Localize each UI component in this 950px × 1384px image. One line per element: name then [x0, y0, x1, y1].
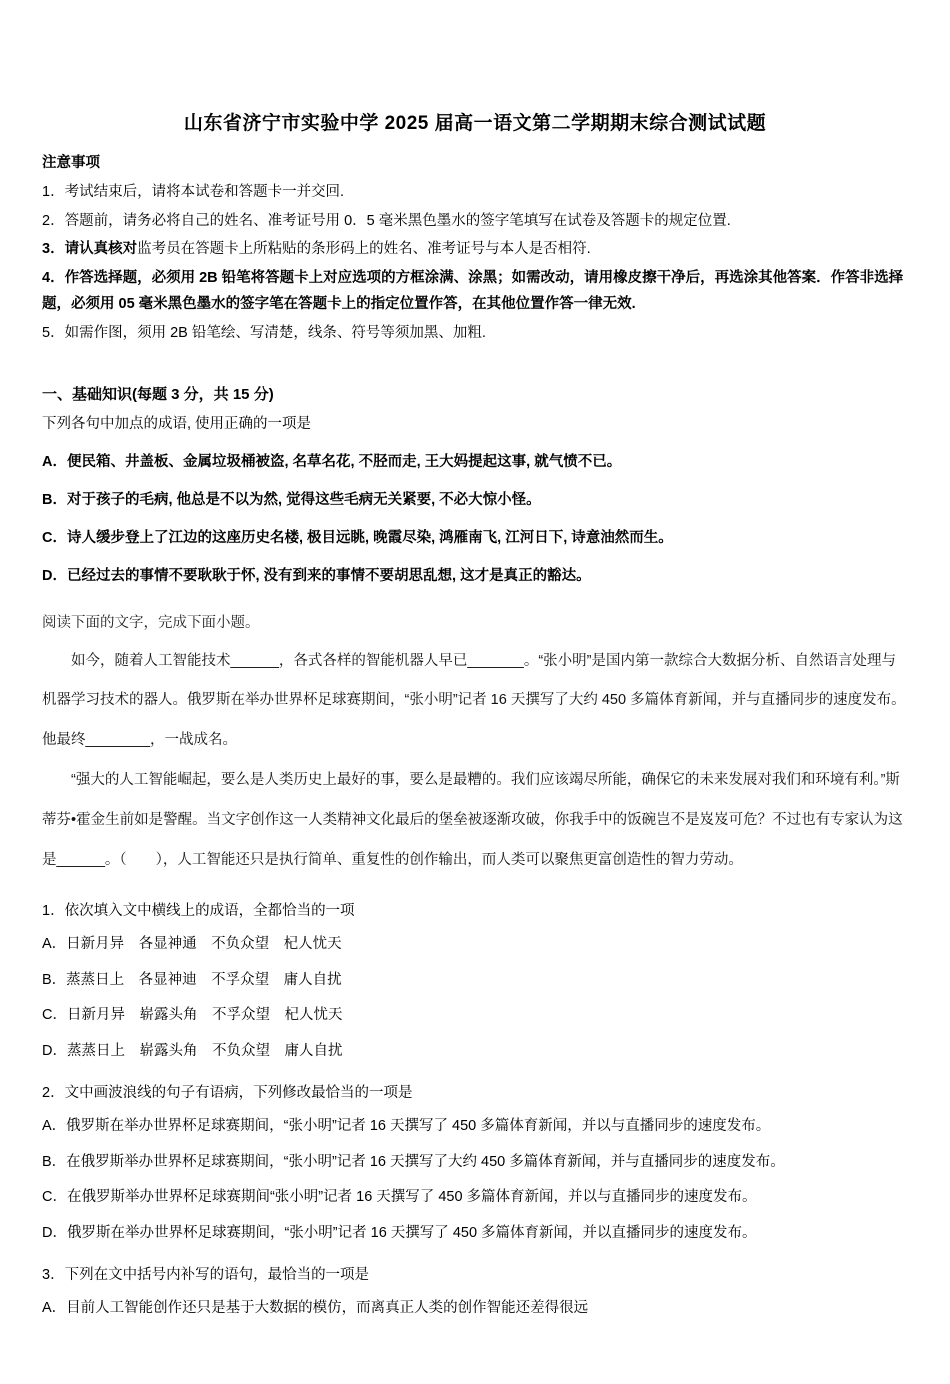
- reading-passage: [42, 642, 908, 881]
- idiom-option-b: B．对于孩子的毛病, 他总是不以为然, 觉得这些毛病无关紧要, 不必大惊小怪。: [42, 491, 541, 508]
- notice-item-1-text: 1．考试结束后，请将本试卷和答题卡一并交回.: [42, 183, 345, 200]
- reading-block: [42, 611, 908, 881]
- passage-paragraph-1: 如今，随着人工智能技术______，各式各样的智能机器人早已_______。“张小明”是国内第一款综合大数据分析、自然语言处理与机器学习技术的器人。俄罗斯在举办世界杯足球赛期间，“张小明”记者 16 天撰写了大约 450 多篇体育新闻，并与直播同步的速度发布。他最终________，一战成名。: [42, 652, 906, 749]
- question-1-stem: 1．依次填入文中横线上的成语，全都恰当的一项: [42, 902, 355, 919]
- question-1: [42, 899, 908, 1063]
- question-2-stem: 2．文中画波浪线的句子有语病，下列修改最恰当的一项是: [42, 1084, 413, 1101]
- section-lead: 下列各句中加点的成语, 使用正确的一项是: [42, 415, 312, 432]
- question-2-option-c: C．在俄罗斯举办世界杯足球赛期间“张小明”记者 16 天撰写了 450 多篇体育新闻，并以与直播同步的速度发布。: [42, 1189, 757, 1206]
- notice-item-5: [42, 321, 908, 347]
- notice-item-3-text: 监考员在答题卡上所粘贴的条形码上的姓名、准考证号与本人是否相符.: [137, 241, 591, 258]
- reading-intro: 阅读下面的文字，完成下面小题。: [42, 614, 260, 631]
- idiom-option-d: D．已经过去的事情不要耿耿于怀, 没有到来的事情不要胡思乱想, 这才是真正的豁达。: [42, 567, 591, 584]
- question-2-option-d: D．俄罗斯在举办世界杯足球赛期间，“张小明”记者 16 天撰写了 450 多篇体育新闻，并以直播同步的速度发布。: [42, 1225, 757, 1242]
- question-1-option-c: C．日新月异 崭露头角 不孚众望 杞人忧天: [42, 1007, 343, 1024]
- notice-item-2: [42, 209, 908, 235]
- notice-item-4-lead: 4．作答选择题，必须用 2B 铅笔将答题卡上对应选项的方框涂满、涂黑；如需改动，请用橡皮擦干净后，再选涂其他答案．作答非选择题，必须用 05 毫米黑色墨水的签字笔在答题卡上的指定位置作答，在其他位置作答一律无效.: [42, 270, 904, 312]
- question-2-option-b: B．在俄罗斯举办世界杯足球赛期间，“张小明”记者 16 天撰写了大约 450 多篇体育新闻，并与直播同步的速度发布。: [42, 1153, 785, 1170]
- notice-item-5-text: 5．如需作图，须用 2B 铅笔绘、写清楚，线条、符号等须加黑、加粗.: [42, 324, 486, 341]
- question-3-stem: 3．下列在文中括号内补写的语句，最恰当的一项是: [42, 1266, 370, 1283]
- question-2-option-a: A．俄罗斯在举办世界杯足球赛期间，“张小明”记者 16 天撰写了 450 多篇体育新闻，并以与直播同步的速度发布。: [42, 1117, 771, 1134]
- question-2: [42, 1081, 908, 1245]
- notice-item-4: [42, 266, 908, 318]
- question-1-option-b: B．蒸蒸日上 各显神迪 不孚众望 庸人自扰: [42, 971, 342, 988]
- question-3-option-a: A．目前人工智能创作还只是基于大数据的模仿，而离真正人类的创作智能还差得很远: [42, 1299, 589, 1316]
- section-basic-knowledge: [42, 383, 908, 585]
- section-heading: 一、基础知识(每题 3 分，共 15 分): [42, 385, 274, 403]
- notice-item-3-lead: 3．请认真核对: [42, 241, 138, 258]
- question-1-option-d: D．蒸蒸日上 崭露头角 不负众望 庸人自扰: [42, 1043, 343, 1060]
- notice-item-2-text: 2．答题前，请务必将自己的姓名、准考证号用 0．5 毫米黑色墨水的签字笔填写在试卷及答题卡的规定位置.: [42, 212, 731, 229]
- question-3: [42, 1263, 908, 1320]
- idiom-option-c: C．诗人缓步登上了江边的这座历史名楼, 极目远眺, 晚霞尽染, 鸿雁南飞, 江河日下, 诗意油然而生。: [42, 529, 673, 546]
- notice-item-1: [42, 180, 908, 206]
- notice-section: [42, 151, 908, 347]
- notice-heading: 注意事项: [42, 155, 100, 171]
- idiom-option-a: A．便民箱、井盖板、金属垃圾桶被盗, 名草名花, 不胫而走, 王大妈提起这事, 就气愤不已。: [42, 453, 622, 470]
- page-title: 山东省济宁市实验中学 2025 届高一语文第二学期期末综合测试试题: [183, 113, 767, 134]
- notice-item-3: [42, 237, 908, 263]
- question-1-option-a: A．日新月异 各显神通 不负众望 杞人忧天: [42, 935, 342, 952]
- passage-paragraph-2: “强大的人工智能崛起，要么是人类历史上最好的事，要么是最糟的。我们应该竭尽所能，确保它的未来发展对我们和环境有利。”斯蒂芬•霍金生前如是警醒。当文字创作这一人类精神文化最后的堡垒被逐渐攻破，你我手中的饭碗岂不是岌岌可危？不过也有专家认为这是______。（ ），人工智能还只是执行简单、重复性的创作输出，而人类可以聚焦更富创造性的智力劳动。: [42, 772, 903, 868]
